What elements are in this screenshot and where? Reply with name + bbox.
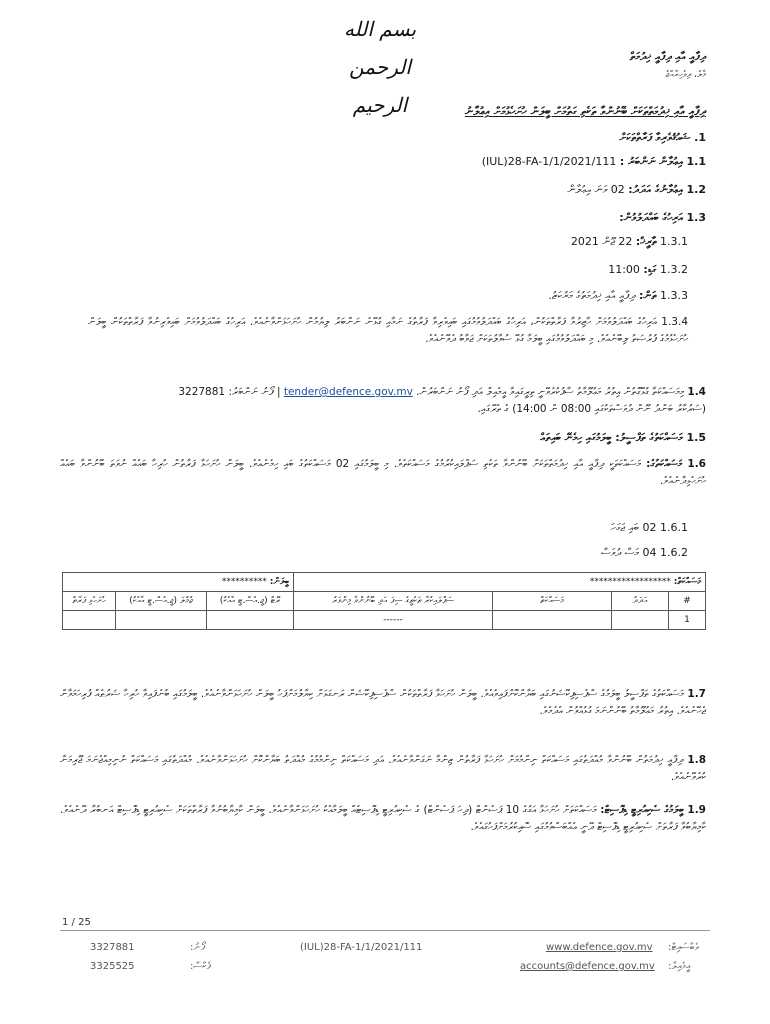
section-number: 1.3 — [686, 211, 706, 224]
section-number: 1.3.2 — [660, 263, 688, 276]
bismillah-calligraphy: بسم الله الرحمن الرحيم — [343, 17, 417, 117]
col-header: ސަޕްލައިކުރާ ތަކެތީގެ ސިފަ އަދި ބޭނުންވާ މިންވަރު — [294, 592, 493, 611]
section-1-4: 1.4 މިމަސައްކަތާ ގުޅޭގޮތުން އިތުރު މަޢުލޫމާތު ސާފުކުރެވޭނީ ތިރީގައިވާ އީމެއިލް އަދި ފޯނު ނަންބަރުން. tender@defence.gov.mv | ފޯނު ނަންބަރު: 3227881 (ސަރުކާރު ބަންދު ނޫން ދުވަސްތަކުގައި 08:00 ން 14:00) ގެ ތެރޭގައި. — [178, 386, 706, 415]
item-label: މަސް ދުވަސް — [600, 546, 639, 559]
section-number: 1.3.3 — [660, 289, 688, 302]
section-1-6 — [60, 456, 706, 490]
paragraph-text: މަސައްކަތަކީ ދިފާއީ އާއި ޚިދުމަތްތަކަށް ބޭނުންވާ ތަކެތި ސަޕްލައިކުރުމުގެ މަސައްކަތެވެ. މި ބީލަމުގައި 02 މަސައްކަތުގެ ބައި ހިމެނެއެވެ. ބީލަން ހުށަހަޅާ ފަރާތުން ހުރިހާ ބައެއް ނުވަތަ ބޭނުންވާ ބައެއް ހުށަހެޅިދާނެއެވެ. — [60, 458, 706, 487]
footer-reference: (IUL)28-FA-1/1/2021/111 — [300, 942, 423, 953]
section-1-6-1 — [611, 520, 688, 536]
footer-phone: 3327881 — [90, 942, 135, 953]
paragraph-text: އަރިހުގެ ބައްދަލުވުމަށް ހާޒިރުވާ ފަރާތްތަކުން، އަރިހުގެ ބައްދަލުވުމުގައި ބައިވެރިވާ ފަރާތުގެ ނަމާއި ގުޅޭނެ ނަންބަރު ލިޔުމުން ހުށަހަޅަންވާނެއެވެ. އަރިހުގެ ބައްދަލުވުމަށް ބައިވެރިނުވާ ފަރާތްތަކުން ބީލަން ހުށަހެޅުމުގެ ފުރުޞަތު ލިބޭނެއެވެ. މި ބައްދަލުވުމުގައި ބީލަމާ ގުޅޭ ސުވާލުތަކަށް ޖަވާބު ދެވޭނެއެވެ. — [88, 316, 688, 345]
section-number: 1.6 — [687, 458, 706, 470]
cell-total — [116, 611, 207, 630]
cell-rate — [206, 611, 293, 630]
field-label: ގަޑި: — [643, 263, 657, 276]
document-title: ދިފާއީ އާއި ޚިދުމަތްތަކަށް ބޭނުންވާ ތަކެތި ގަތުމަށް ބީލަން ހުށަހެޅުމަށް އިޢުލާނު — [464, 104, 706, 118]
organization-name: ދިފާއީ އާއި ދިފާއީ ޚިދުމަތް — [629, 50, 706, 63]
section-1 — [619, 130, 706, 146]
section-number: 1. — [694, 131, 706, 144]
section-heading: މަސައްކަތުގެ ތަފްސީލު: ބީލަމުގައި ހިމެނޭ ބައިތައް — [540, 431, 683, 444]
date-day: 22 — [618, 235, 633, 248]
section-1-3-4 — [88, 314, 688, 348]
item-value: 02 — [642, 521, 657, 534]
cell-party — [63, 611, 116, 630]
section-1-8 — [60, 752, 706, 786]
date-month: ޖޫން — [602, 235, 615, 248]
footer-email-label: އީމެއިލް: — [668, 961, 691, 972]
section-number: 1.5 — [686, 431, 706, 444]
section-1-7 — [60, 686, 706, 720]
col-header: ހުށަހެޅި ފަރާތް — [63, 592, 116, 611]
field-label: އިޢުލާން ނަންބަރު : — [619, 155, 683, 168]
table-head-work: މަސައްކަތް: ****************** — [294, 573, 706, 592]
section-heading: އަރިހުގެ ބައްދަލުވުން: — [619, 211, 683, 224]
office-hours: (ސަރުކާރު ބަންދު ނޫން ދުވަސްތަކުގައި 08:00 ން 14:00) ގެ ތެރޭގައި. — [477, 403, 706, 415]
section-heading: ޝައުޤުވެރިވާ ފަރާތްތަކަށް — [619, 131, 691, 144]
section-1-3-2 — [608, 262, 688, 278]
field-label: ތަން: — [639, 289, 657, 302]
section-number: 1.6.1 — [660, 521, 688, 534]
section-1-3-3 — [548, 288, 688, 304]
field-suffix: ވަނަ އިޢުލާން — [567, 183, 608, 196]
meeting-place: ދިފާއީ އާއި ޚިދުމަތުގެ މަރުކަޒު. — [548, 289, 636, 302]
paragraph-text: މަސައްކަތުގެ ތަފްސީލު ބީލަމުގެ ސްޕެސިފިކޭޝަނުގައި ބަޔާންކޮށްފައިވެއެވެ. ބީލަން ހުށަހަޅާ ފަރާތްތަކުން ސްޕެސިފިކޭޝަން ރަނގަޅަށް ކިޔާލުމަށްފަހު ބީލަން ހުށަހަޅަންވާނެއެވެ. ބީލަމުގައި ބުނެފައިވާ ހުރިހާ ޝަރުޠެއް ފުރިހަމަވާން ޖެހޭނެއެވެ. އިތުރު މަޢުލޫމާތު ބޭނުންނަމަ ގުޅުއްވުން އެދެމެވެ. — [60, 688, 706, 717]
footer-website-link[interactable]: www.defence.gov.mv — [546, 942, 653, 953]
section-number: 1.2 — [686, 183, 706, 196]
paragraph-text: ދިފާއީ ޚިދުމަތުން ބޭނުންވާ މުއްދަތުގައި މަސައްކަތް ނިންމުމަށް ހުށަހަޅާ ފަރާތުން ޒިންމާ ނަގަންވާނެއެވެ. އަދި މަސައްކަތް ނިންމުމުގެ މުއްދަތު ބަޔާންކޮށް ހުށަހަޅަންވާނެއެވެ. މުއްދަތުގައި މަސައްކަތް ނުނިމިއްޖެނަމަ ޖޫރިމަނާ ކުރެވޭނެއެވެ. — [60, 754, 706, 783]
section-number: 1.8 — [687, 754, 707, 766]
section-1-1 — [482, 154, 706, 170]
col-header: # — [669, 592, 706, 611]
phone-number: 3227881 — [178, 386, 226, 398]
cell-qty — [612, 611, 669, 630]
section-1-9 — [60, 802, 706, 836]
tender-email-link[interactable]: tender@defence.gov.mv — [283, 386, 413, 398]
section-number: 1.7 — [687, 688, 706, 700]
section-number: 1.6.2 — [660, 546, 688, 559]
section-1-3-1 — [571, 234, 688, 250]
footer-divider — [60, 930, 710, 931]
footer-fax: 3325525 — [90, 961, 135, 972]
footer-website-label: ވެބްސައިޓް: — [668, 942, 700, 953]
col-header: ރޭޓް (ޖީ.އެސް.ޓީ އާއެކު) — [206, 592, 293, 611]
footer-fax-label: ފެކްސް: — [190, 961, 211, 972]
table-row — [63, 611, 706, 630]
page-number: 1 / 25 — [62, 917, 91, 928]
announcement-number: (IUL)28-FA-1/1/2021/111 — [481, 155, 617, 168]
cell-work — [493, 611, 612, 630]
section-number: 1.4 — [687, 386, 706, 398]
table-column-headers — [63, 592, 706, 611]
cell-no: 1 — [669, 611, 706, 630]
paragraph-text: މިމަސައްކަތާ ގުޅޭގޮތުން އިތުރު މަޢުލޫމާތު ސާފުކުރެވޭނީ ތިރީގައިވާ އީމެއިލް އަދި ފޯނު ނަންބަރުން. — [416, 386, 685, 398]
section-number: 1.3.4 — [661, 316, 688, 328]
section-number: 1.1 — [686, 155, 706, 168]
footer-phone-label: ފޯނު: — [190, 942, 205, 953]
field-label: އިޢުލާނުގެ އަދަދު: — [628, 183, 683, 196]
section-1-3 — [619, 210, 706, 226]
organization-location: މާލެ، ދިވެހިރާއްޖެ — [665, 70, 706, 80]
col-header: ޖުމްލަ (ޖީ.އެސް.ޓީ އާއެކު) — [116, 592, 207, 611]
col-header: މަސައްކަތް — [493, 592, 612, 611]
paragraph-text: މަސައްކަތަށް ހުށަހަޅާ އަގުގެ 10 ޕަސެންޓް (ދިހަ ޕަސެންޓް) ގެ ސެކިއުރިޓީ ޑިޕޮސިޓެއް ބީލަމާއެކު ހުށަހަޅަންވާނެއެވެ. ބީލަން ކާމިޔާބުނުވާ ފަރާތްތަކަށް ސެކިއުރިޓީ ޑިޕޮސިޓް އަނބުރާ ދޭނެއެވެ. ކާމިޔާބުވާ ފަރާތަށް ސެކިއުރިޓީ ޑިޕޮސިޓް ދޭނީ އެއްބަސްވުމުގައި ސޮއިކުރުމަށްފަހުގައެވެ. — [60, 804, 706, 833]
phone-label: ފޯނު ނަންބަރު: — [228, 386, 274, 398]
section-number: 1.9 — [687, 804, 706, 816]
section-number: 1.3.1 — [660, 235, 688, 248]
date-year: 2021 — [570, 235, 599, 248]
meeting-time: 11:00 — [608, 263, 640, 276]
table-head-tender: ބީލަން: ********** — [63, 573, 294, 592]
footer-email-link[interactable]: accounts@defence.gov.mv — [520, 961, 655, 972]
section-1-6-2 — [601, 545, 688, 561]
item-value: 04 — [642, 546, 657, 559]
cell-desc: ------ — [294, 611, 493, 630]
item-label: ބައި ޖަގަހަ — [610, 521, 639, 534]
items-table — [62, 572, 706, 630]
announcement-count: 02 — [610, 183, 625, 196]
section-1-2 — [567, 182, 706, 198]
field-label: ބީލަމުގެ ސެކިއުރިޓީ ޑިޕޮސިޓް: — [600, 804, 684, 816]
table-header-info — [63, 573, 706, 592]
field-label: މަސައްކަތުގެ: — [646, 458, 683, 470]
col-header: އަދަދު — [612, 592, 669, 611]
field-label: ތާރީޚް: — [635, 235, 657, 248]
section-1-5 — [540, 430, 706, 446]
